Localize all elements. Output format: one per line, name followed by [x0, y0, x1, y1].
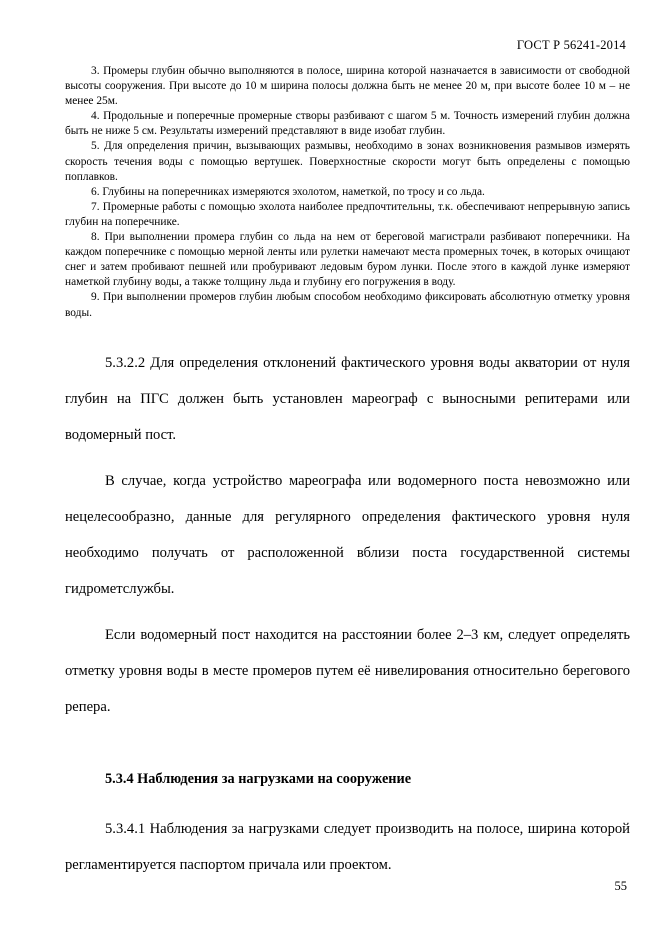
numbered-paragraph: 7. Промерные работы с помощью эхолота наиболее предпочтительны, т.к. обеспечивают непрерывную запись глубин на поперечнике. [65, 200, 630, 228]
numbered-paragraph: 8. При выполнении промера глубин со льда на нем от береговой магистрали разбивают поперечники. На каждом поперечнике с помощью мерной ленты или рулетки намечают места промерных точек, в которых очищают снег и затем пробивают пешней или пробуривают ледовым буром лунки. После этого в каждой лунке измеряют наметкой глубину воды, а также толщину льда и глубину его погружения в воду. [65, 231, 630, 289]
body-paragraph-clause-5-3-4-1: 5.3.4.1 Наблюдения за нагрузками следует производить на полосе, ширина которой регламентируется паспортом причала или проектом. [65, 820, 630, 873]
page-number: 55 [614, 879, 627, 893]
numbered-paragraph: 5. Для определения причин, вызывающих размывы, необходимо в зонах возникновения размывов измерять скорость течения воды с помощью вертушек. Поверхностные скорости могут быть определены с помощью поплавков. [65, 140, 630, 183]
section-heading-5-3-4: 5.3.4 Наблюдения за нагрузками на сооружение [105, 770, 412, 787]
section-body [65, 811, 630, 883]
numbered-paragraph: 6. Глубины на поперечниках измеряются эхолотом, наметкой, по тросу и со льда. [91, 185, 485, 198]
body-paragraph-list [65, 345, 630, 725]
page-header-standard-ref: ГОСТ Р 56241-2014 [516, 38, 626, 52]
numbered-paragraph-list [65, 64, 630, 321]
body-paragraph-distant-gauge-post: Если водомерный пост находится на расстоянии более 2–3 км, следует определять отметку уровня воды в месте промеров путем её нивелирования относительно берегового репера. [65, 626, 630, 715]
numbered-paragraph: 3. Промеры глубин обычно выполняются в полосе, ширина которой назначается в зависимости от свободной высоты сооружения. При высоте до 10 м ширина полосы должна быть не менее 20 м, при высоте более 10 м – не менее 25м. [65, 65, 630, 108]
numbered-paragraph: 9. При выполнении промеров глубин любым способом необходимо фиксировать абсолютную отметку уровня воды. [65, 291, 630, 319]
body-paragraph-alternative-data-source: В случае, когда устройство мареографа или водомерного поста невозможно или нецелесообразно, данные для регулярного определения фактического уровня нуля необходимо получать от расположенной вблизи поста государственной системы гидрометслужбы. [65, 472, 630, 597]
page-content [65, 64, 630, 883]
numbered-paragraph: 4. Продольные и поперечные промерные створы разбивают с шагом 5 м. Точность измерений глубин должна быть не ниже 5 см. Результаты измерений представляют в виде изобат глубин. [65, 110, 630, 138]
body-paragraph-clause-5-3-2-2: 5.3.2.2 Для определения отклонений фактического уровня воды акватории от нуля глубин на ПГС должен быть установлен мареограф с выносными репитерами или водомерный пост. [65, 354, 630, 443]
